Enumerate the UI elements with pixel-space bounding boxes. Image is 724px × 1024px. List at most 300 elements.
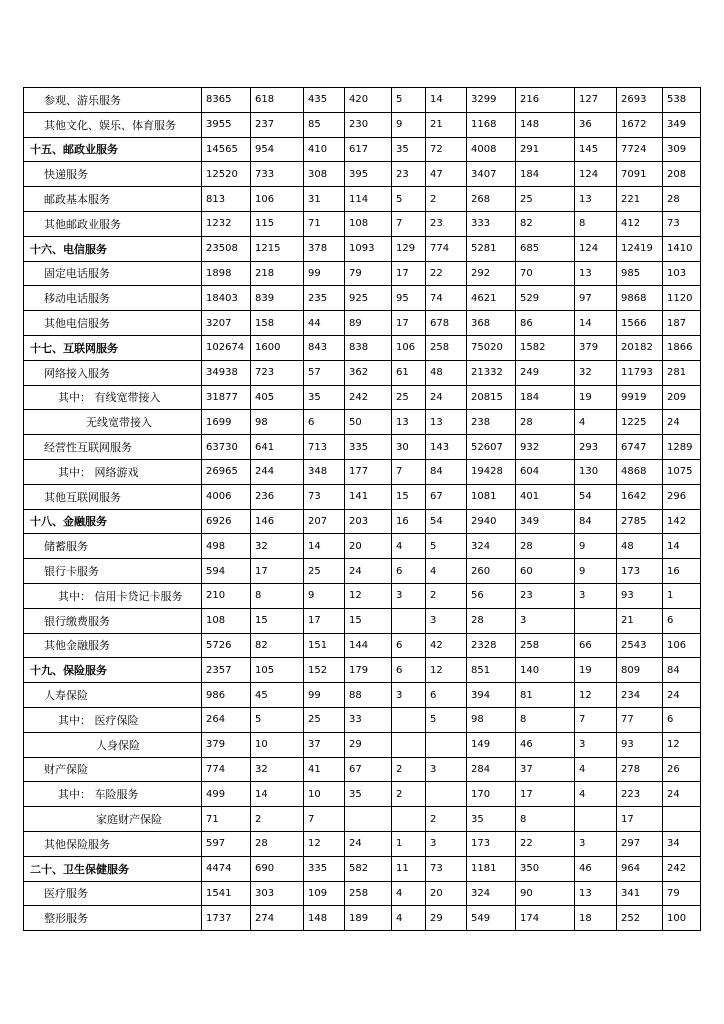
- table-cell: 297: [617, 831, 663, 856]
- row-label: 人寿保险: [24, 683, 202, 708]
- table-cell: 7: [392, 211, 426, 236]
- table-row: [24, 807, 701, 832]
- table-cell: 29: [426, 906, 467, 931]
- table-cell: 341: [617, 881, 663, 906]
- table-cell: 179: [345, 658, 392, 683]
- table-cell: [426, 732, 467, 757]
- table-cell: 6: [392, 633, 426, 658]
- table-cell: [392, 707, 426, 732]
- table-row: [24, 534, 701, 559]
- table-cell: 13: [392, 410, 426, 435]
- table-cell: 4: [392, 881, 426, 906]
- table-cell: 379: [202, 732, 251, 757]
- table-cell: 99: [304, 683, 345, 708]
- table-cell: 102674: [202, 335, 251, 360]
- table-cell: 851: [467, 658, 516, 683]
- table-cell: 32: [575, 360, 617, 385]
- table-cell: 604: [516, 459, 575, 484]
- table-cell: 20182: [617, 335, 663, 360]
- row-label: 固定电话服务: [24, 261, 202, 286]
- table-cell: 13: [575, 881, 617, 906]
- table-cell: 14: [251, 782, 304, 807]
- table-cell: 954: [251, 137, 304, 162]
- row-label: 十六、电信服务: [24, 236, 202, 261]
- table-cell: 733: [251, 162, 304, 187]
- table-cell: 25: [304, 707, 345, 732]
- table-row: [24, 286, 701, 311]
- table-cell: 410: [304, 137, 345, 162]
- table-cell: 35: [345, 782, 392, 807]
- table-cell: 143: [426, 435, 467, 460]
- table-cell: 1215: [251, 236, 304, 261]
- table-cell: 130: [575, 459, 617, 484]
- table-cell: 4: [575, 782, 617, 807]
- table-cell: 2: [392, 782, 426, 807]
- table-cell: 252: [617, 906, 663, 931]
- table-cell: 16: [392, 509, 426, 534]
- category-row: [24, 335, 701, 360]
- table-cell: 678: [426, 311, 467, 336]
- table-cell: 274: [251, 906, 304, 931]
- table-cell: 71: [304, 211, 345, 236]
- row-label: 快递服务: [24, 162, 202, 187]
- table-cell: 723: [251, 360, 304, 385]
- table-cell: 2: [426, 807, 467, 832]
- table-cell: 98: [467, 707, 516, 732]
- table-cell: 4474: [202, 856, 251, 881]
- table-cell: 690: [251, 856, 304, 881]
- table-cell: 79: [345, 261, 392, 286]
- table-cell: 6: [426, 683, 467, 708]
- table-cell: 6: [392, 559, 426, 584]
- table-cell: [345, 807, 392, 832]
- table-cell: 2785: [617, 509, 663, 534]
- table-cell: 151: [304, 633, 345, 658]
- table-cell: 1: [663, 583, 701, 608]
- table-cell: 3: [392, 683, 426, 708]
- table-cell: 335: [345, 435, 392, 460]
- table-cell: 3: [575, 831, 617, 856]
- table-cell: 17: [516, 782, 575, 807]
- table-cell: 140: [516, 658, 575, 683]
- row-label: 十五、邮政业服务: [24, 137, 202, 162]
- table-cell: 368: [467, 311, 516, 336]
- table-cell: 1866: [663, 335, 701, 360]
- table-cell: 582: [345, 856, 392, 881]
- table-cell: 25: [516, 187, 575, 212]
- table-cell: 34938: [202, 360, 251, 385]
- table-cell: 292: [467, 261, 516, 286]
- table-row: [24, 831, 701, 856]
- table-cell: 11793: [617, 360, 663, 385]
- table-cell: 203: [345, 509, 392, 534]
- table-cell: 37: [304, 732, 345, 757]
- table-cell: 813: [202, 187, 251, 212]
- table-cell: 309: [663, 137, 701, 162]
- table-cell: 3: [575, 732, 617, 757]
- row-label: 银行卡服务: [24, 559, 202, 584]
- table-cell: 93: [617, 583, 663, 608]
- table-cell: 24: [663, 410, 701, 435]
- table-cell: 28: [467, 608, 516, 633]
- row-label: 其他邮政业服务: [24, 211, 202, 236]
- table-cell: 7091: [617, 162, 663, 187]
- table-cell: 1081: [467, 484, 516, 509]
- row-label: 财产保险: [24, 757, 202, 782]
- row-label: 医疗服务: [24, 881, 202, 906]
- table-cell: 124: [575, 162, 617, 187]
- table-cell: 498: [202, 534, 251, 559]
- table-cell: 189: [345, 906, 392, 931]
- table-cell: 7: [575, 707, 617, 732]
- table-cell: 5281: [467, 236, 516, 261]
- table-cell: 23508: [202, 236, 251, 261]
- table-cell: 3299: [467, 88, 516, 113]
- table-cell: 8365: [202, 88, 251, 113]
- row-label: 无线宽带接入: [24, 410, 202, 435]
- table-cell: [575, 608, 617, 633]
- table-cell: 11: [392, 856, 426, 881]
- table-cell: 77: [617, 707, 663, 732]
- table-cell: 18: [575, 906, 617, 931]
- table-cell: 5: [426, 534, 467, 559]
- table-cell: 75020: [467, 335, 516, 360]
- table-row: [24, 162, 701, 187]
- table-cell: 184: [516, 385, 575, 410]
- table-cell: 258: [516, 633, 575, 658]
- table-cell: 529: [516, 286, 575, 311]
- table-cell: 29: [345, 732, 392, 757]
- table-cell: 44: [304, 311, 345, 336]
- table-row: [24, 782, 701, 807]
- table-cell: 2: [251, 807, 304, 832]
- table-cell: 685: [516, 236, 575, 261]
- table-cell: 114: [345, 187, 392, 212]
- table-cell: 20: [345, 534, 392, 559]
- table-row: [24, 757, 701, 782]
- table-cell: 378: [304, 236, 345, 261]
- table-row: [24, 906, 701, 931]
- table-cell: 12: [663, 732, 701, 757]
- table-cell: 1737: [202, 906, 251, 931]
- table-cell: 549: [467, 906, 516, 931]
- table-cell: 35: [392, 137, 426, 162]
- table-cell: 210: [202, 583, 251, 608]
- table-cell: 9: [575, 559, 617, 584]
- table-cell: 34: [663, 831, 701, 856]
- table-cell: 3: [426, 757, 467, 782]
- table-cell: 713: [304, 435, 345, 460]
- table-cell: 63730: [202, 435, 251, 460]
- table-cell: 25: [392, 385, 426, 410]
- row-label: 其他金融服务: [24, 633, 202, 658]
- table-cell: 932: [516, 435, 575, 460]
- table-cell: 3407: [467, 162, 516, 187]
- table-cell: 88: [345, 683, 392, 708]
- table-cell: 15: [251, 608, 304, 633]
- table-cell: 1898: [202, 261, 251, 286]
- table-cell: 1582: [516, 335, 575, 360]
- table-cell: 71: [202, 807, 251, 832]
- table-cell: [426, 782, 467, 807]
- table-cell: 925: [345, 286, 392, 311]
- table-row: [24, 881, 701, 906]
- table-cell: 72: [426, 137, 467, 162]
- table-cell: 13: [575, 187, 617, 212]
- table-cell: 20815: [467, 385, 516, 410]
- table-cell: [392, 608, 426, 633]
- table-cell: 35: [304, 385, 345, 410]
- table-cell: 173: [617, 559, 663, 584]
- table-cell: 89: [345, 311, 392, 336]
- table-cell: 394: [467, 683, 516, 708]
- table-cell: 260: [467, 559, 516, 584]
- table-cell: 84: [426, 459, 467, 484]
- table-cell: 85: [304, 112, 345, 137]
- table-cell: 1566: [617, 311, 663, 336]
- row-label: 邮政基本服务: [24, 187, 202, 212]
- table-cell: 35: [467, 807, 516, 832]
- table-cell: 1699: [202, 410, 251, 435]
- table-cell: 31: [304, 187, 345, 212]
- row-label: 二十、卫生保健服务: [24, 856, 202, 881]
- table-cell: 22: [426, 261, 467, 286]
- table-cell: 293: [575, 435, 617, 460]
- table-cell: 1600: [251, 335, 304, 360]
- table-cell: 350: [516, 856, 575, 881]
- table-cell: 10: [251, 732, 304, 757]
- table-cell: 174: [516, 906, 575, 931]
- table-cell: 3: [426, 608, 467, 633]
- table-cell: 8: [251, 583, 304, 608]
- table-cell: 14: [663, 534, 701, 559]
- row-label: 其中： 车险服务: [24, 782, 202, 807]
- table-cell: 24: [345, 831, 392, 856]
- table-cell: 46: [575, 856, 617, 881]
- table-cell: 23: [392, 162, 426, 187]
- table-cell: 6747: [617, 435, 663, 460]
- table-cell: 124: [575, 236, 617, 261]
- table-cell: 23: [426, 211, 467, 236]
- table-cell: 291: [516, 137, 575, 162]
- table-cell: 115: [251, 211, 304, 236]
- table-cell: 333: [467, 211, 516, 236]
- table-cell: 1672: [617, 112, 663, 137]
- table-cell: 2328: [467, 633, 516, 658]
- table-cell: 4008: [467, 137, 516, 162]
- table-cell: 36: [575, 112, 617, 137]
- table-cell: 56: [467, 583, 516, 608]
- table-cell: 17: [392, 311, 426, 336]
- table-cell: 9: [575, 534, 617, 559]
- table-cell: 54: [426, 509, 467, 534]
- table-cell: 4: [426, 559, 467, 584]
- row-label: 十八、金融服务: [24, 509, 202, 534]
- table-row: [24, 683, 701, 708]
- table-cell: 177: [345, 459, 392, 484]
- table-row: [24, 559, 701, 584]
- table-cell: 1642: [617, 484, 663, 509]
- table-cell: 184: [516, 162, 575, 187]
- table-cell: 14565: [202, 137, 251, 162]
- table-cell: 24: [663, 782, 701, 807]
- table-cell: 73: [663, 211, 701, 236]
- table-cell: 6: [663, 608, 701, 633]
- table-cell: 173: [467, 831, 516, 856]
- table-cell: 48: [617, 534, 663, 559]
- table-cell: 67: [345, 757, 392, 782]
- table-cell: 19: [575, 658, 617, 683]
- table-cell: 187: [663, 311, 701, 336]
- table-cell: 5: [251, 707, 304, 732]
- table-cell: 106: [663, 633, 701, 658]
- table-cell: 4: [575, 757, 617, 782]
- row-label: 经营性互联网服务: [24, 435, 202, 460]
- table-cell: 41: [304, 757, 345, 782]
- table-row: [24, 484, 701, 509]
- table-cell: 235: [304, 286, 345, 311]
- table-cell: 16: [663, 559, 701, 584]
- table-cell: 7: [304, 807, 345, 832]
- table-cell: 19: [575, 385, 617, 410]
- table-cell: 242: [663, 856, 701, 881]
- table-cell: 50: [345, 410, 392, 435]
- table-cell: 21: [426, 112, 467, 137]
- table-cell: 14: [426, 88, 467, 113]
- table-cell: 774: [202, 757, 251, 782]
- table-cell: 3: [575, 583, 617, 608]
- table-row: [24, 211, 701, 236]
- table-cell: 617: [345, 137, 392, 162]
- table-cell: 42: [426, 633, 467, 658]
- table-cell: 21332: [467, 360, 516, 385]
- table-cell: 284: [467, 757, 516, 782]
- table-cell: 405: [251, 385, 304, 410]
- table-cell: 3: [426, 831, 467, 856]
- table-cell: 84: [575, 509, 617, 534]
- table-row: [24, 311, 701, 336]
- table-cell: 5: [392, 187, 426, 212]
- table-cell: 144: [345, 633, 392, 658]
- table-cell: 238: [467, 410, 516, 435]
- table-cell: 108: [202, 608, 251, 633]
- table-cell: 249: [516, 360, 575, 385]
- table-cell: 24: [345, 559, 392, 584]
- row-label: 其中： 网络游戏: [24, 459, 202, 484]
- row-label: 整形服务: [24, 906, 202, 931]
- table-cell: 3955: [202, 112, 251, 137]
- table-row: [24, 459, 701, 484]
- table-cell: 12520: [202, 162, 251, 187]
- table-row: [24, 112, 701, 137]
- table-row: [24, 88, 701, 113]
- table-cell: 90: [516, 881, 575, 906]
- table-cell: 127: [575, 88, 617, 113]
- table-cell: 324: [467, 881, 516, 906]
- table-cell: 30: [392, 435, 426, 460]
- row-label: 参观、游乐服务: [24, 88, 202, 113]
- table-cell: 236: [251, 484, 304, 509]
- table-cell: 264: [202, 707, 251, 732]
- table-cell: 7: [392, 459, 426, 484]
- row-label: 银行缴费服务: [24, 608, 202, 633]
- table-row: [24, 583, 701, 608]
- table-cell: 308: [304, 162, 345, 187]
- table-cell: [663, 807, 701, 832]
- table-row: [24, 633, 701, 658]
- table-cell: 12: [575, 683, 617, 708]
- table-cell: 108: [345, 211, 392, 236]
- table-cell: 82: [251, 633, 304, 658]
- table-cell: 145: [575, 137, 617, 162]
- table-cell: 258: [426, 335, 467, 360]
- table-cell: 9868: [617, 286, 663, 311]
- table-cell: 1225: [617, 410, 663, 435]
- table-cell: 103: [663, 261, 701, 286]
- table-cell: 19428: [467, 459, 516, 484]
- table-cell: 28: [663, 187, 701, 212]
- table-cell: 60: [516, 559, 575, 584]
- table-cell: 5726: [202, 633, 251, 658]
- statistics-table: [23, 87, 701, 931]
- row-label: 十七、互联网服务: [24, 335, 202, 360]
- table-cell: 152: [304, 658, 345, 683]
- table-cell: 2: [426, 583, 467, 608]
- table-cell: 33: [345, 707, 392, 732]
- table-cell: 1541: [202, 881, 251, 906]
- category-row: [24, 658, 701, 683]
- table-cell: 6: [304, 410, 345, 435]
- table-cell: 5: [392, 88, 426, 113]
- table-cell: 986: [202, 683, 251, 708]
- table-row: [24, 435, 701, 460]
- row-label: 其他保险服务: [24, 831, 202, 856]
- table-cell: 1: [392, 831, 426, 856]
- table-cell: 86: [516, 311, 575, 336]
- table-cell: 129: [392, 236, 426, 261]
- table-cell: 12: [304, 831, 345, 856]
- table-cell: 100: [663, 906, 701, 931]
- table-cell: 8: [516, 707, 575, 732]
- table-cell: 26965: [202, 459, 251, 484]
- table-cell: 31877: [202, 385, 251, 410]
- table-cell: 148: [516, 112, 575, 137]
- table-cell: 170: [467, 782, 516, 807]
- table-cell: 74: [426, 286, 467, 311]
- table-cell: 105: [251, 658, 304, 683]
- table-cell: 9: [304, 583, 345, 608]
- row-label: 网络接入服务: [24, 360, 202, 385]
- table-cell: 964: [617, 856, 663, 881]
- table-cell: 52607: [467, 435, 516, 460]
- table-cell: 242: [345, 385, 392, 410]
- table-cell: 641: [251, 435, 304, 460]
- table-cell: 61: [392, 360, 426, 385]
- table-cell: 278: [617, 757, 663, 782]
- category-row: [24, 137, 701, 162]
- row-label: 移动电话服务: [24, 286, 202, 311]
- table-cell: 148: [304, 906, 345, 931]
- table-cell: 281: [663, 360, 701, 385]
- table-cell: 20: [426, 881, 467, 906]
- table-cell: 79: [663, 881, 701, 906]
- table-cell: 349: [516, 509, 575, 534]
- table-cell: 6: [392, 658, 426, 683]
- table-cell: 46: [516, 732, 575, 757]
- table-cell: 2: [392, 757, 426, 782]
- table-cell: 54: [575, 484, 617, 509]
- table-cell: 70: [516, 261, 575, 286]
